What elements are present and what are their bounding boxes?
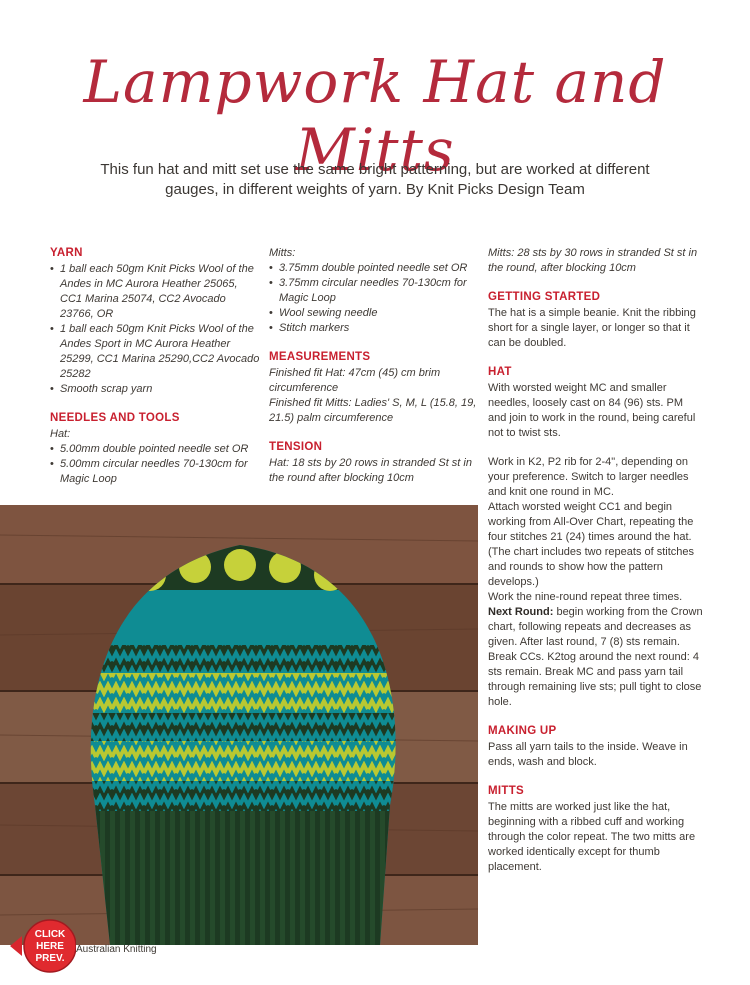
list-item: • 3.75mm circular needles 70-130cm for Magic Loop bbox=[269, 276, 479, 306]
arrow-left-icon bbox=[10, 936, 22, 956]
mitts-text: The mitts are worked just like the hat, beginning with a ribbed cuff and working through the color repeat. The two mitts are worked identically except for thumb placement. bbox=[488, 801, 696, 873]
list-item: • 3.75mm double pointed needle set OR bbox=[269, 261, 479, 276]
mitts-label: Mitts: bbox=[269, 247, 296, 259]
hat-paragraph bbox=[488, 605, 703, 710]
footer-publication: Australian Knitting bbox=[76, 944, 157, 955]
making-up-heading: MAKING UP bbox=[488, 725, 557, 737]
hat-paragraph: Work in K2, P2 rib for 2-4", depending on your preference. Switch to larger needles and knit one round in MC. bbox=[488, 456, 689, 498]
measurements-mitts: Finished fit Mitts: Ladies' S, M, L (15.8, 19, 21.5) palm circumference bbox=[269, 397, 477, 424]
mitts-needles-list bbox=[269, 261, 479, 336]
yarn-heading: YARN bbox=[50, 247, 83, 259]
tension-heading: TENSION bbox=[269, 441, 323, 453]
prev-line-2: HERE bbox=[36, 941, 64, 952]
page-title: Lampwork Hat and Mitts bbox=[83, 48, 667, 184]
prev-page-button[interactable] bbox=[8, 918, 76, 974]
making-up-text: Pass all yarn tails to the inside. Weave in ends, wash and block. bbox=[488, 741, 688, 768]
column-yarn-needles bbox=[50, 246, 260, 487]
getting-started-text: The hat is a simple beanie. Knit the ribbing short for a single layer, or longer so that it can be doubled. bbox=[488, 307, 696, 349]
prev-line-3: PREV. bbox=[35, 953, 65, 964]
hat-label: Hat: bbox=[50, 428, 71, 440]
list-item: • 5.00mm circular needles 70-130cm for Magic Loop bbox=[50, 457, 260, 487]
list-item: • 5.00mm double pointed needle set OR bbox=[50, 442, 260, 457]
hat-photo bbox=[0, 505, 478, 945]
list-item: • Smooth scrap yarn bbox=[50, 382, 260, 397]
hat-paragraph: Work the nine-round repeat three times. bbox=[488, 591, 683, 603]
next-round-label: Next Round: bbox=[488, 606, 554, 618]
mitts-heading: MITTS bbox=[488, 785, 524, 797]
tension-text: Hat: 18 sts by 20 rows in stranded St st in the round after blocking 10cm bbox=[269, 457, 472, 484]
list-item: • 1 ball each 50gm Knit Picks Wool of the Andes Sport in MC Aurora Heather 25299, CC1 Marina 25290,CC2 Avocado 25282 bbox=[50, 322, 260, 382]
yarn-list bbox=[50, 262, 260, 397]
list-item: • Stitch markers bbox=[269, 321, 479, 336]
hat-paragraph: Attach worsted weight CC1 and begin working from All-Over Chart, repeating the four stitches 21 (24) times around the hat. (The chart includes two repeats of stitches and rounds to show how the pattern develops.) bbox=[488, 501, 695, 588]
column-mitts-measurements bbox=[269, 246, 479, 486]
measurements-hat: Finished fit Hat: 47cm (45) cm brim circumference bbox=[269, 367, 441, 394]
hat-paragraph: With worsted weight MC and smaller needles, loosely cast on 84 (96) sts. PM and join to work in the round, being careful not to twist sts. bbox=[488, 382, 696, 439]
needles-heading: NEEDLES AND TOOLS bbox=[50, 412, 180, 424]
hat-needles-list bbox=[50, 442, 260, 487]
getting-started-heading: GETTING STARTED bbox=[488, 291, 601, 303]
list-item: • 1 ball each 50gm Knit Picks Wool of the Andes in MC Aurora Heather 25065, CC1 Marina 25074, CC2 Avocado 23766, OR bbox=[50, 262, 260, 322]
hat-heading: HAT bbox=[488, 366, 512, 378]
measurements-heading: MEASUREMENTS bbox=[269, 351, 371, 363]
prev-line-1: CLICK bbox=[34, 929, 66, 940]
subtitle: This fun hat and mitt set use the same bright patterning, but are worked at different gauges, in different weights of yarn. By Knit Picks Design Team bbox=[100, 161, 650, 198]
next-round-text: begin working from the Crown chart, following repeats and decreases as given. After last round, 7 (8) sts remain. Break CCs. K2tog around the next round: 4 sts remain. Break MC and pass yarn tail through remaining live sts; pull tight to close hole. bbox=[488, 606, 703, 708]
mitts-tension: Mitts: 28 sts by 30 rows in stranded St st in the round, after blocking 10cm bbox=[488, 247, 698, 274]
list-item: • Wool sewing needle bbox=[269, 306, 479, 321]
column-instructions bbox=[488, 246, 703, 875]
